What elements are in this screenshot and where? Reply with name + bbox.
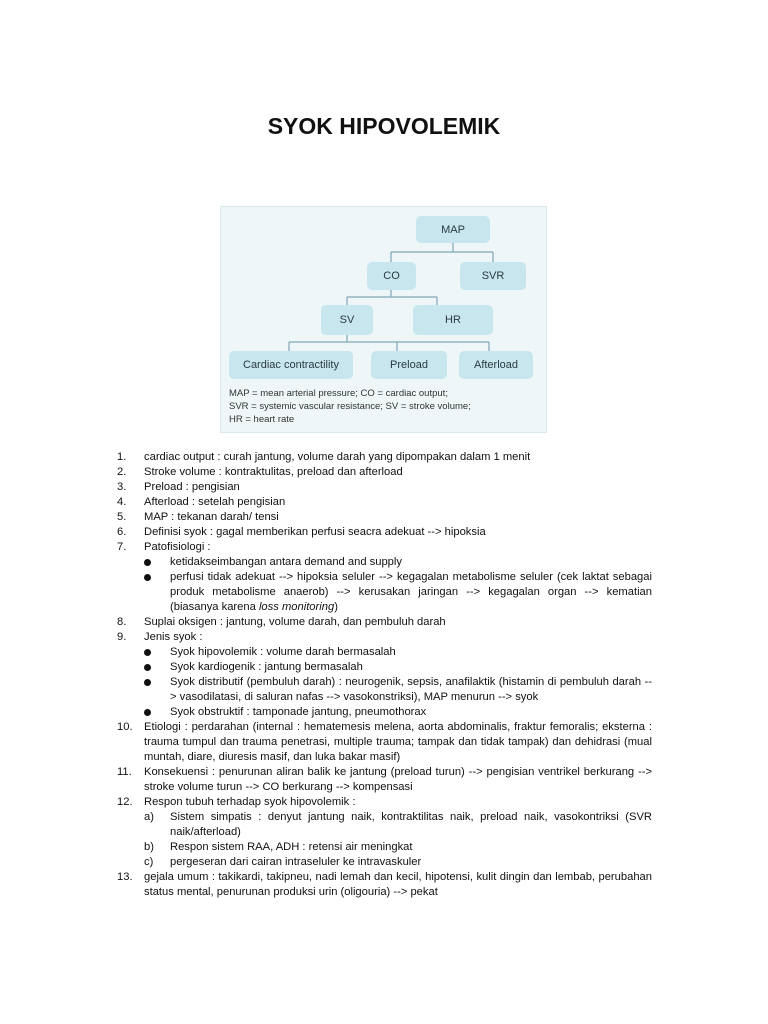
hemodynamics-diagram [220,206,547,433]
list-item [117,870,652,900]
bullet-icon [144,709,151,716]
bullet-item [117,660,652,675]
bullet-icon [144,574,151,581]
item-text: Konsekuensi : penurunan aliran balik ke jantung (preload turun) --> pengisian ventrikel berkurang --> stroke volume turun --> CO berkurang --> kompensasi [144,766,652,793]
list-item [117,615,652,630]
item-number: 3. [117,481,127,493]
bullet-item [117,645,652,660]
item-text: Preload : pengisian [144,481,240,493]
list-item [117,540,652,555]
item-number: 5. [117,511,127,523]
list-item [117,795,652,810]
bullet-text: Syok obstruktif : tamponade jantung, pneumothorax [170,706,427,718]
diagram-node-contractility: Cardiac contractility [229,351,353,379]
item-text: cardiac output : curah jantung, volume darah yang dipompakan dalam 1 menit [144,451,531,463]
bullet-icon [144,679,151,686]
item-text: Respon tubuh terhadap syok hipovolemik : [144,796,356,808]
bullet-text [170,570,652,615]
diagram-node-preload: Preload [371,351,447,379]
legend-line: HR = heart rate [229,414,295,425]
diagram-node-co: CO [367,262,416,290]
list-item [117,510,652,525]
bullet-item [117,555,652,570]
item-number: 7. [117,541,127,553]
bullet-text: Syok distributif (pembuluh darah) : neurogenik, sepsis, anafilaktik (histamin di pembuluh darah --> vasodilatasi, di saluran nafas --> vasokonstriksi), MAP menurun --> syok [170,676,652,703]
notes-list [117,450,652,900]
item-text: MAP : tekanan darah/ tensi [144,511,279,523]
item-text: Jenis syok : [144,631,203,643]
legend-line: MAP = mean arterial pressure; CO = cardiac output; [229,388,448,399]
bullet-item [117,705,652,720]
item-number: 9. [117,631,127,643]
list-item [117,720,652,765]
sub-item-text: pergeseran dari cairan intraseluler ke intravaskuler [170,856,422,868]
sub-item [117,840,652,855]
sub-item-letter: b) [144,841,154,853]
list-item [117,765,652,795]
bullet-item [117,675,652,705]
item-number: 1. [117,451,127,463]
item-text: Afterload : setelah pengisian [144,496,286,508]
bullet-icon [144,559,151,566]
sub-item [117,855,652,870]
bullet-text: ketidakseimbangan antara demand and supply [170,556,402,568]
item-text: Stroke volume : kontraktulitas, preload dan afterload [144,466,403,478]
bullet-text: Syok hipovolemik : volume darah bermasalah [170,646,396,658]
item-text: gejala umum : takikardi, takipneu, nadi lemah dan kecil, hipotensi, kulit dingin dan lembab, perubahan status mental, penurunan produksi urin (oligouria) --> pekat [144,871,652,898]
bullet-text-main: perfusi tidak adekuat --> hipoksia seluler --> kegagalan metabolisme seluler (cek laktat sebagai produk metabolisme anaerob) --> kerusakan jaringan --> kegagalan organ --> kematian (biasanya karena [170,571,652,613]
sub-item-letter: a) [144,811,154,823]
list-item [117,495,652,510]
item-number: 12. [117,796,133,808]
diagram-node-sv: SV [321,305,373,335]
sub-item-text: Sistem simpatis : denyut jantung naik, kontraktilitas naik, preload naik, vasokontriksi (SVR naik/afterload) [170,811,652,838]
sub-item-letter: c) [144,856,154,868]
item-text: Etiologi : perdarahan (internal : hematemesis melena, aorta abdominalis, fraktur femoralis; eksterna : trauma tumpul dan trauma penetrasi, multiple trauma; tampak dan tidak tampak) dan dehidrasi (mual muntah, diare, diuresis masif, dan luka bakar masif) [144,721,652,763]
item-number: 10. [117,721,133,733]
bullet-icon [144,664,151,671]
page-title: SYOK HIPOVOLEMIK [267,113,501,139]
bullet-text: Syok kardiogenik : jantung bermasalah [170,661,363,673]
list-item [117,525,652,540]
item-text: Suplai oksigen : jantung, volume darah, dan pembuluh darah [144,616,446,628]
legend-line: SVR = systemic vascular resistance; SV = stroke volume; [229,401,471,412]
diagram-node-svr: SVR [460,262,526,290]
list-item [117,630,652,645]
item-number: 8. [117,616,127,628]
diagram-node-hr: HR [413,305,493,335]
item-number: 13. [117,871,133,883]
item-number: 11. [117,766,132,778]
sub-item [117,810,652,840]
list-item [117,465,652,480]
list-item [117,480,652,495]
bullet-text-italic: loss monitoring [258,601,335,613]
sub-item-text: Respon sistem RAA, ADH : retensi air meningkat [170,841,413,853]
bullet-text-end: ) [334,601,338,613]
diagram-node-map: MAP [416,216,490,243]
item-text: Patofisiologi : [144,541,211,553]
list-item [117,450,652,465]
bullet-icon [144,649,151,656]
item-text: Definisi syok : gagal memberikan perfusi seacra adekuat --> hipoksia [144,526,486,538]
item-number: 4. [117,496,127,508]
diagram-legend [229,387,471,426]
item-number: 6. [117,526,127,538]
item-number: 2. [117,466,127,478]
bullet-item [117,570,652,615]
diagram-node-afterload: Afterload [459,351,533,379]
